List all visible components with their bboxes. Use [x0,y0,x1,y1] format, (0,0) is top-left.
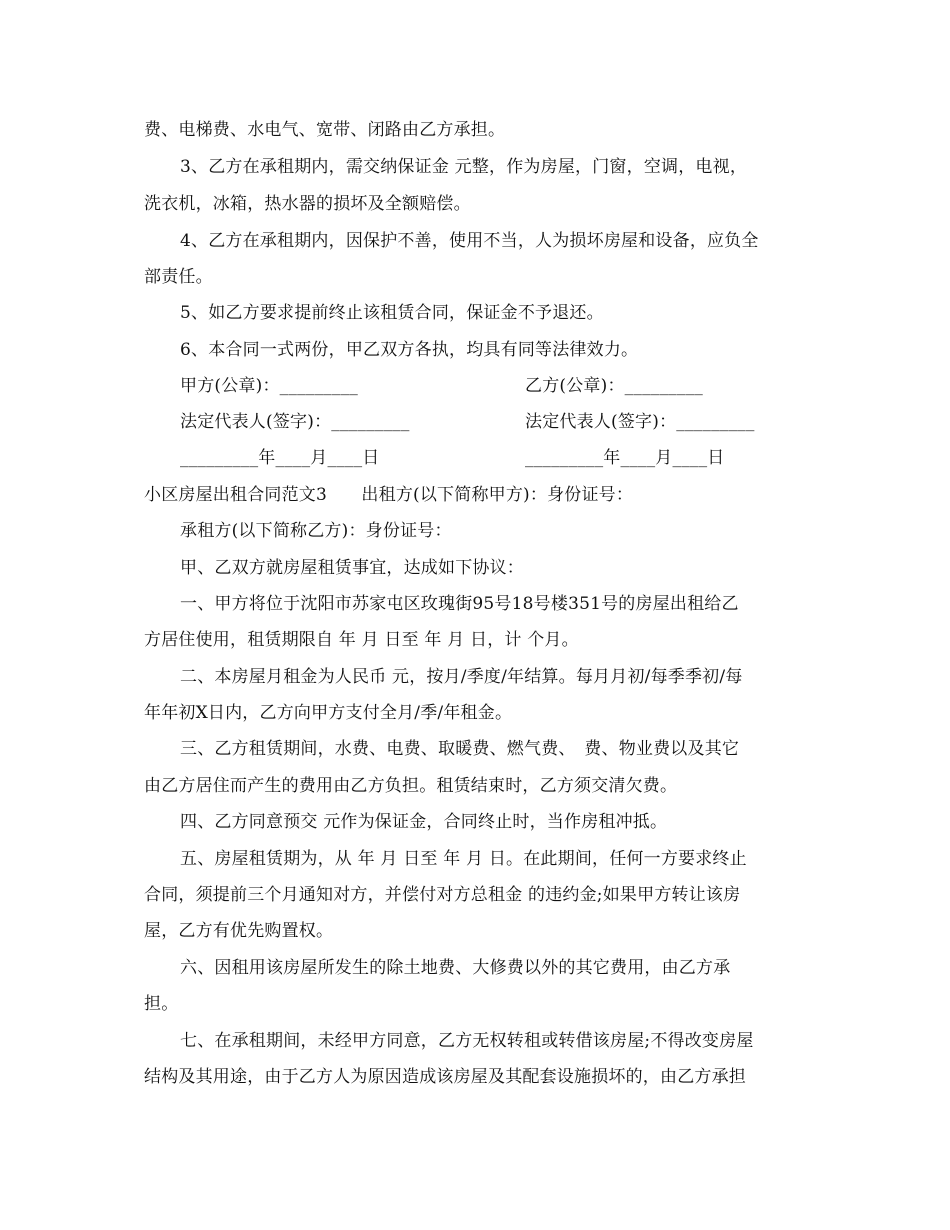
paragraph-line: 三、乙方租赁期间，水费、电费、取暖费、燃气费、 费、物业费以及其它 [180,739,740,759]
paragraph-line: 一、甲方将位于沈阳市苏家屯区玫瑰街95号18号楼351号的房屋出租给乙 [180,594,739,614]
paragraph-line: 合同，须提前三个月通知对方，并偿付对方总租金 的违约金;如果甲方转让该房 [144,885,741,905]
paragraph-line: 甲、乙双方就房屋租赁事宜，达成如下协议： [180,558,524,578]
party-a-representative-line: 法定代表人(签字)：_________ [180,412,410,432]
paragraph-line: 二、本房屋月租金为人民币 元，按月/季度/年结算。每月月初/每季季初/每 [180,667,743,687]
paragraph-line: 部责任。 [144,267,213,287]
paragraph-line: 5、如乙方要求提前终止该租赁合同，保证金不予退还。 [180,303,604,323]
paragraph-line: 方居住使用，租赁期限自 年 月 日至 年 月 日，计 个月。 [144,630,579,650]
party-a-date-line: _________年____月____日 [180,448,380,468]
paragraph-line: 洗衣机，冰箱，热水器的损坏及全额赔偿。 [144,194,471,214]
paragraph-line: 6、本合同一式两份，甲乙双方各执，均具有同等法律效力。 [180,340,639,360]
paragraph-line: 六、因租用该房屋所发生的除土地费、大修费以外的其它费用，由乙方承 [180,958,731,978]
party-b-representative-line: 法定代表人(签字)：_________ [525,412,755,432]
paragraph-line: 3、乙方在承租期内，需交纳保证金 元整，作为房屋，门窗，空调，电视， [180,157,748,177]
party-b-seal-line: 乙方(公章)：_________ [525,376,703,396]
party-a-seal-line: 甲方(公章)：_________ [180,376,358,396]
paragraph-line: 屋，乙方有优先购置权。 [144,921,334,941]
paragraph-line: 四、乙方同意预交 元作为保证金，合同终止时，当作房租冲抵。 [180,812,668,832]
paragraph-line: 费、电梯费、水电气、宽带、闭路由乙方承担。 [144,120,506,140]
paragraph-line: 五、房屋租赁期为，从 年 月 日至 年 月 日。在此期间，任何一方要求终止 [180,849,747,869]
paragraph-line: 担。 [144,994,179,1014]
paragraph-line: 4、乙方在承租期内，因保护不善，使用不当，人为损坏房屋和设备，应负全 [180,231,759,251]
party-b-date-line: _________年____月____日 [525,448,725,468]
paragraph-line: 七、在承租期间，未经甲方同意，乙方无权转租或转借该房屋;不得改变房屋 [180,1031,754,1051]
paragraph-line: 年年初X日内，乙方向甲方支付全月/季/年租金。 [144,703,513,723]
paragraph-line: 由乙方居住而产生的费用由乙方负担。租赁结束时，乙方须交清欠费。 [144,776,678,796]
paragraph-line: 结构及其用途，由于乙方人为原因造成该房屋及其配套设施损坏的，由乙方承担 [144,1067,746,1087]
paragraph-line: 承租方(以下简称乙方)：身份证号： [180,521,452,541]
section-title-line: 小区房屋出租合同范文3 出租方(以下简称甲方)：身份证号： [144,485,634,505]
